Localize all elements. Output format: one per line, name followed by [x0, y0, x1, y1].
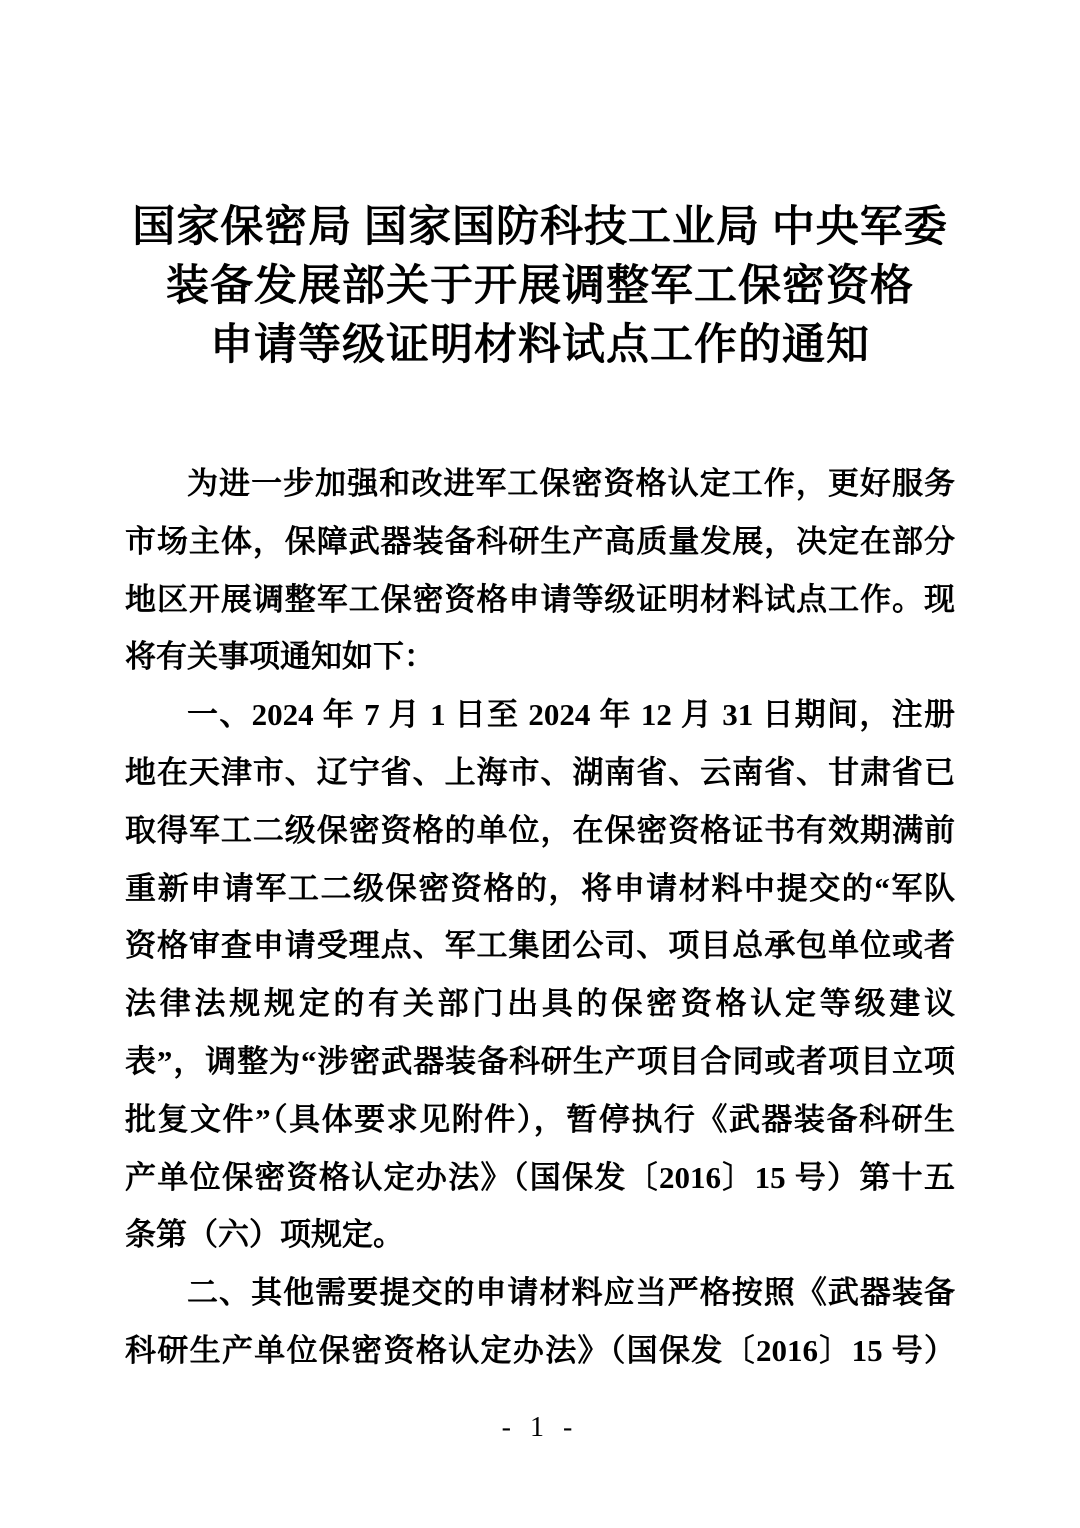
body-line: 重新申请军工二级保密资格的，将申请材料中提交的“军队: [125, 870, 955, 906]
paragraph: [125, 1264, 955, 1380]
document-body: [125, 455, 955, 1380]
body-line: 一、2024 年 7 月 1 日至 2024 年 12 月 31 日期间，注册: [187, 697, 955, 733]
title-line: 装备发展部关于开展调整军工保密资格: [166, 263, 914, 310]
body-line: 地区开展调整军工保密资格申请等级证明材料试点工作。现: [125, 581, 955, 617]
body-line: 为进一步加强和改进军工保密资格认定工作，更好服务: [187, 466, 955, 501]
body-line: 批复文件”（具体要求见附件），暂停执行《武器装备科研生: [125, 1101, 955, 1137]
body-line: 资格审查申请受理点、军工集团公司、项目总承包单位或者: [125, 928, 955, 964]
document-title: [90, 198, 990, 375]
body-line: 将有关事项通知如下：: [125, 639, 435, 675]
body-line: 产单位保密资格认定办法》（国保发〔2016〕15 号）第十五: [125, 1159, 955, 1195]
body-line: 地在天津市、辽宁省、上海市、湖南省、云南省、甘肃省已: [125, 754, 955, 790]
body-line: 市场主体，保障武器装备科研生产高质量发展，决定在部分: [125, 523, 955, 559]
title-line: 国家保密局 国家国防科技工业局 中央军委: [132, 204, 948, 251]
body-line: 表”，调整为“涉密武器装备科研生产项目合同或者项目立项: [125, 1043, 955, 1079]
body-line: 法律法规规定的有关部门出具的保密资格认定等级建议: [125, 986, 955, 1022]
title-line: 申请等级证明材料试点工作的通知: [210, 322, 870, 369]
body-line: 科研生产单位保密资格认定办法》（国保发〔2016〕15 号）: [125, 1332, 955, 1368]
page-number: - 1 -: [501, 1412, 579, 1443]
paragraph: [125, 455, 955, 686]
body-line: 二、其他需要提交的申请材料应当严格按照《武器装备: [187, 1275, 955, 1311]
body-line: 取得军工二级保密资格的单位，在保密资格证书有效期满前: [125, 812, 955, 848]
body-line: 条第（六）项规定。: [125, 1217, 404, 1253]
paragraph: [125, 686, 955, 1264]
